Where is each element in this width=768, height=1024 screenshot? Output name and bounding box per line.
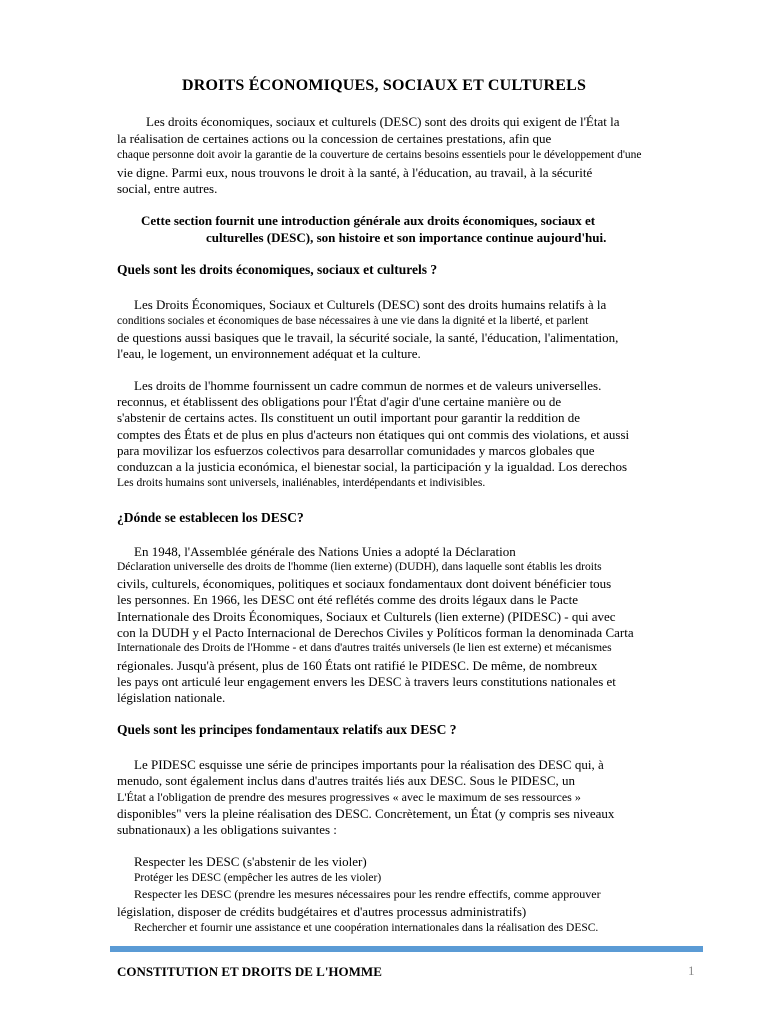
paragraph-line: Les droits humains sont universels, inaliénables, interdépendants et indivisibles. — [117, 477, 486, 489]
paragraph-line: de questions aussi basiques que le travail, la sécurité sociale, la santé, l'éducation, l'alimentation, — [117, 330, 619, 345]
paragraph-line: Les droits de l'homme fournissent un cadre commun de normes et de valeurs universelles. — [134, 378, 602, 393]
document-title: DROITS ÉCONOMIQUES, SOCIAUX ET CULTURELS — [181, 77, 587, 94]
intro-line: chaque personne doit avoir la garantie de la couverture de certains besoins essentiels pour le développement d'une — [117, 149, 642, 161]
paragraph-line: reconnus, et établissent des obligations pour l'État d'agir d'une certaine manière ou de — [117, 394, 562, 409]
intro-line: social, entre autres. — [117, 181, 218, 196]
paragraph-line: les pays ont articulé leur engagement envers les DESC à travers leurs constitutions nationales et — [117, 674, 616, 689]
list-item: Rechercher et fournir une assistance et une coopération internationales dans la réalisation des DESC. — [134, 922, 599, 934]
list-item: législation, disposer de crédits budgétaires et d'autres processus administratifs) — [117, 904, 527, 919]
list-item: Protéger les DESC (empêcher les autres de les violer) — [134, 872, 382, 884]
paragraph-line: Les Droits Économiques, Sociaux et Culturels (DESC) sont des droits humains relatifs à la — [134, 297, 607, 312]
intro-line: vie digne. Parmi eux, nous trouvons le droit à la santé, à l'éducation, au travail, à la sécurité — [117, 165, 593, 180]
paragraph-line: s'abstenir de certains actes. Ils constituent un outil important pour garantir la reddition de — [117, 410, 580, 425]
summary-line: culturelles (DESC), son histoire et son importance continue aujourd'hui. — [206, 230, 607, 245]
intro-line: Les droits économiques, sociaux et culturels (DESC) sont des droits qui exigent de l'État la — [146, 114, 620, 129]
paragraph-line: législation nationale. — [117, 690, 226, 705]
paragraph-line: régionales. Jusqu'à présent, plus de 160 États ont ratifié le PIDESC. De même, de nombreux — [117, 658, 598, 673]
paragraph-line: civils, culturels, économiques, politiques et sociaux fondamentaux dont doivent bénéficier tous — [117, 576, 612, 591]
paragraph-line: conditions sociales et économiques de base nécessaires à une vie dans la dignité et la liberté, et parlent — [117, 315, 589, 327]
paragraph-line: les personnes. En 1966, les DESC ont été reflétés comme des droits légaux dans le Pacte — [117, 592, 579, 607]
paragraph-line: Internationale des Droits Économiques, Sociaux et Culturels (lien externe) (PIDESC) - qui avec — [117, 609, 616, 624]
paragraph-line: disponibles" vers la pleine réalisation des DESC. Concrètement, un État (y compris ses niveaux — [117, 806, 615, 821]
section-heading: Quels sont les droits économiques, sociaux et culturels ? — [117, 262, 438, 277]
paragraph-line: l'eau, le logement, un environnement adéquat et la culture. — [117, 346, 421, 361]
paragraph-line: En 1948, l'Assemblée générale des Nations Unies a adopté la Déclaration — [134, 544, 516, 559]
paragraph-line: Internationale des Droits de l'Homme - et dans d'autres traités universels (le lien est externe) et mécanismes — [117, 642, 612, 654]
intro-line: la réalisation de certaines actions ou la concession de certaines prestations, afin que — [117, 131, 552, 146]
section-heading: ¿Dónde se establecen los DESC? — [117, 510, 304, 525]
page-number: 1 — [688, 963, 695, 978]
paragraph-line: para movilizar los esfuerzos colectivos para desarrollar comunidades y marcos globales que — [117, 443, 595, 458]
paragraph-line: L'État a l'obligation de prendre des mesures progressives « avec le maximum de ses ressources » — [117, 790, 581, 804]
list-item: Respecter les DESC (prendre les mesures nécessaires pour les rendre effectifs, comme approuver — [134, 887, 601, 901]
footer-divider — [110, 946, 703, 952]
paragraph-line: menudo, sont également inclus dans d'autres traités liés aux DESC. Sous le PIDESC, un — [117, 773, 576, 788]
section-heading: Quels sont les principes fondamentaux relatifs aux DESC ? — [117, 722, 457, 737]
summary-line: Cette section fournit une introduction générale aux droits économiques, sociaux et — [141, 213, 596, 228]
paragraph-line: conduzcan a la justicia económica, el bienestar social, la participación y la igualdad. Los derechos — [117, 459, 628, 474]
paragraph-line: Déclaration universelle des droits de l'homme (lien externe) (DUDH), dans laquelle sont établis les droits — [117, 561, 602, 573]
list-item: Respecter les DESC (s'abstenir de les violer) — [134, 854, 367, 869]
paragraph-line: Le PIDESC esquisse une série de principes importants pour la réalisation des DESC qui, à — [134, 757, 604, 772]
paragraph-line: comptes des États et de plus en plus d'acteurs non étatiques qui ont commis des violations, et aussi — [117, 427, 630, 442]
paragraph-line: con la DUDH y el Pacto Internacional de Derechos Civiles y Políticos forman la denominada Carta — [117, 625, 634, 640]
paragraph-line: subnationaux) a les obligations suivantes : — [117, 822, 337, 837]
footer-title: CONSTITUTION ET DROITS DE L'HOMME — [117, 964, 382, 979]
